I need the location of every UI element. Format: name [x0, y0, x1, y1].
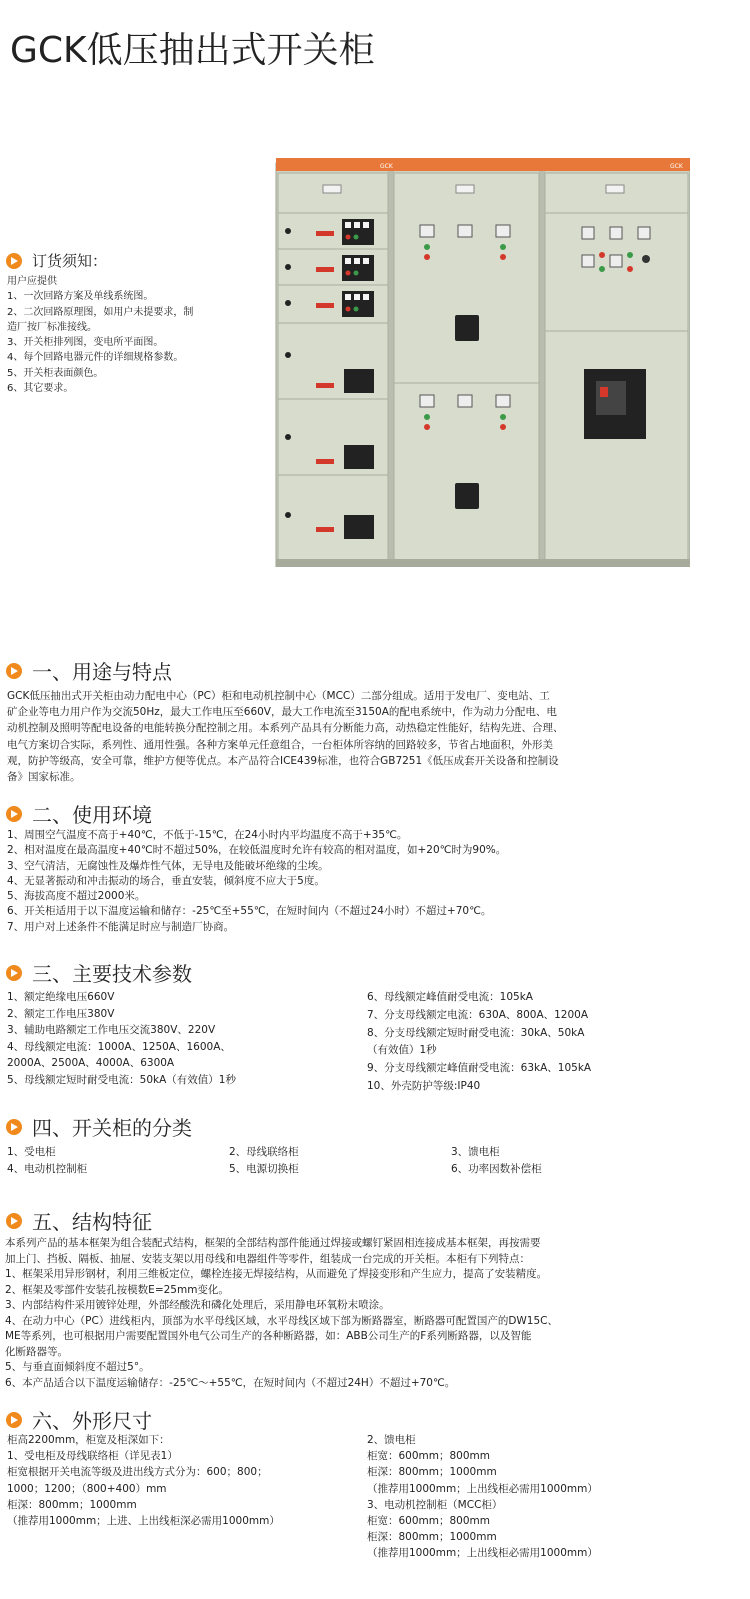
list-item: （推荐用1000mm；上出线柜必需用1000mm）	[367, 1547, 598, 1560]
section-paragraph	[5, 1236, 558, 1391]
list-item: 柜宽：600mm；800mm	[367, 1515, 490, 1528]
paragraph-line: 矿企业等电力用户作为交流50Hz，最大工作电压至660V，最大工作电流至3150A的配电系统中，作为动力分配电、电	[7, 706, 557, 719]
list-item: 用户应提供	[7, 276, 57, 287]
cabinet-top-label: GCK	[380, 163, 393, 170]
list-item: 1、受电柜及母线联络柜（详见表1）	[7, 1450, 178, 1463]
list-item: 7、用户对上述条件不能满足时应与制造厂协商。	[7, 920, 235, 933]
play-bullet-icon	[6, 253, 22, 269]
play-bullet-icon	[6, 1119, 22, 1135]
list-item: 2、馈电柜	[367, 1434, 416, 1446]
paragraph-line: ME等系列，也可根据用户需要配置国外电气公司生产的各种断路器，如：ABB公司生产的F系列断路器，以及智能	[5, 1330, 532, 1342]
play-bullet-icon	[6, 806, 22, 822]
order-heading	[6, 250, 107, 271]
paragraph-line: 5、与垂直面倾斜度不超过5°。	[5, 1361, 150, 1373]
list-item: 1、额定绝缘电压660V	[7, 991, 115, 1003]
paragraph-line: 4、在动力中心（PC）进线柜内，顶部为水平母线区域，水平母线区域下部为断路器室，断路器可配置国产的DW15C、	[5, 1314, 559, 1327]
paragraph-line: GCK低压抽出式开关柜由动力配电中心（PC）柜和电动机控制中心（MCC）二部分组成。适用于发电厂、变电站、工	[7, 690, 550, 702]
paragraph-line: 电气方案切合实际，系列性、通用性强。各种方案单元任意组合，一台柜体所容纳的回路较多，节省占地面积，外形美	[7, 738, 553, 751]
list-item: 4、无显著振动和冲击振动的场合，垂直安装，倾斜度不应大于5度。	[7, 874, 325, 887]
play-bullet-icon	[6, 1213, 22, 1229]
section-heading	[6, 958, 192, 987]
paragraph-line: 备》国家标准。	[7, 771, 81, 784]
list-item: 7、分支母线额定电流：630A、800A、1200A	[367, 1008, 589, 1021]
paragraph-line: 加上门、挡板、隔板、抽屉、安装支架以用母线和电器组件等零件，组装成一台完成的开关柜。本柜有下列特点：	[5, 1252, 530, 1265]
list-item: 1、一次回路方案及单线系统图。	[7, 291, 154, 303]
list-item: 柜高2200mm，柜宽及柜深如下：	[7, 1434, 170, 1446]
list-item: 柜深：800mm；1000mm	[367, 1531, 497, 1544]
section-title: 六、外形尺寸	[32, 1409, 152, 1433]
list-item: 9、分支母线额定峰值耐受电流：63kA、105kA	[367, 1062, 592, 1075]
list-item: （推荐用1000mm；上进、上出线柜深必需用1000mm）	[7, 1515, 280, 1528]
section-heading	[6, 656, 172, 685]
list-item: 3、电动机控制柜（MCC柜）	[367, 1498, 503, 1511]
section-paragraph	[7, 688, 564, 785]
section-heading	[6, 1112, 192, 1141]
list-item: 3、空气清洁，无腐蚀性及爆炸性气体，无导电及能破坏绝缘的尘埃。	[7, 859, 329, 872]
category-item: 2、母线联络柜	[229, 1146, 299, 1158]
category-item: 3、馈电柜	[451, 1146, 500, 1158]
cabinet-top-strip	[276, 158, 690, 171]
list-item: （有效值）1秒	[367, 1044, 437, 1057]
category-item: 6、功率因数补偿柜	[451, 1163, 542, 1175]
list-item: 5、海拔高度不超过2000米。	[7, 890, 146, 903]
order-heading-text: 订货须知：	[32, 252, 108, 270]
list-item: 6、母线额定峰值耐受电流：105kA	[367, 991, 533, 1003]
dimensions-right-list	[367, 1432, 598, 1562]
list-item: 1000；1200；（800+400）mm	[7, 1482, 167, 1495]
play-bullet-icon	[6, 1412, 22, 1428]
list-item: 3、辅助电路额定工作电压交流380V、220V	[7, 1024, 216, 1036]
list-item: 3、开关柜排列图，变电所平面图。	[7, 337, 164, 349]
category-item: 1、受电柜	[7, 1146, 56, 1158]
category-grid	[7, 1144, 667, 1178]
list-item: 柜深：800mm；1000mm	[7, 1498, 137, 1511]
section-title: 二、使用环境	[32, 803, 152, 827]
section-title: 三、主要技术参数	[32, 962, 192, 986]
section-title: 一、用途与特点	[32, 660, 172, 684]
paragraph-line: 1、框架采用异形钢材，利用三维板定位，螺栓连接无焊接结构，从而避免了焊接变形和产生应力，提高了安装精度。	[5, 1268, 548, 1280]
section-title: 五、结构特征	[32, 1210, 152, 1234]
play-bullet-icon	[6, 965, 22, 981]
list-item: 4、每个回路电器元件的详细规格参数。	[7, 352, 184, 364]
section-list	[7, 828, 506, 935]
paragraph-line: 3、内部结构件采用镀锌处理，外部经酸洗和磷化处理后，采用静电环氧粉末喷涂。	[5, 1299, 390, 1311]
paragraph-line: 2、框架及零部件安装孔按模数E=25mm变化。	[5, 1283, 229, 1296]
list-item: 6、开关柜适用于以下温度运输和储存：-25℃至+55℃，在短时间内（不超过24小时）不超过+70℃。	[7, 905, 492, 918]
list-item: 4、母线额定电流：1000A、1250A、1600A、	[7, 1040, 231, 1053]
category-item: 5、电源切换柜	[229, 1163, 299, 1175]
paragraph-line: 动机控制及照明等配电设备的电能转换分配控制之用。本系列产品具有分断能力高，动热稳定性能好，结构先进、合理、	[7, 722, 564, 735]
category-item: 4、电动机控制柜	[7, 1163, 88, 1175]
switchgear-cabinet-image	[250, 155, 690, 567]
list-item: 5、开关柜表面颜色。	[7, 367, 104, 379]
params-left-list	[7, 989, 236, 1088]
dimensions-left-list	[7, 1432, 280, 1529]
page-title: GCK低压抽出式开关柜	[10, 30, 375, 71]
list-item: 柜深：800mm；1000mm	[367, 1466, 497, 1479]
list-item: 10、外壳防护等级:IP40	[367, 1079, 481, 1092]
section-heading	[6, 1405, 152, 1434]
list-item: 2、二次回路原理图，如用户未提要求，制	[7, 306, 194, 318]
list-item: 8、分支母线额定短时耐受电流：30kA、50kA	[367, 1026, 585, 1039]
list-item: 5、母线额定短时耐受电流：50kA（有效值）1秒	[7, 1073, 236, 1086]
list-item: 2、额定工作电压380V	[7, 1007, 115, 1020]
params-right-list	[367, 989, 591, 1096]
list-item: 1、周围空气温度不高于+40℃，不低于-15℃，在24小时内平均温度不高于+35℃。	[7, 829, 408, 841]
list-item: 2、相对温度在最高温度+40℃时不超过50%，在较低温度时允许有较高的相对温度，如+20℃时为90%。	[7, 844, 507, 857]
list-item: 2000A、2500A、4000A、6300A	[7, 1057, 175, 1069]
paragraph-line: 观，防护等级高，安全可靠，维护方便等优点。本产品符合ICE439标准，也符合GB7251《低压成套开关设备和控制设	[7, 754, 559, 767]
paragraph-line: 本系列产品的基本框架为组合装配式结构，框架的全部结构部件能通过焊接或螺钉紧固相连接成基本框架，再按需要	[5, 1237, 541, 1249]
section-title: 四、开关柜的分类	[32, 1116, 192, 1140]
play-bullet-icon	[6, 663, 22, 679]
list-item: 造厂按厂标准接线。	[7, 321, 97, 333]
list-item: （推荐用1000mm；上出线柜必需用1000mm）	[367, 1482, 598, 1495]
list-item: 柜宽：600mm；800mm	[367, 1450, 490, 1463]
order-list	[7, 274, 193, 396]
list-item: 柜宽根据开关电流等级及进出线方式分为：600；800；	[7, 1466, 268, 1479]
paragraph-line: 6、本产品适合以下温度运输储存：-25℃～+55℃，在短时间内（不超过24H）不超过+70℃。	[5, 1376, 456, 1389]
paragraph-line: 化断路器等。	[5, 1345, 68, 1358]
cabinet-top-label: GCK	[670, 163, 683, 170]
section-heading	[6, 1206, 152, 1235]
list-item: 6、其它要求。	[7, 383, 74, 395]
section-heading	[6, 799, 152, 828]
